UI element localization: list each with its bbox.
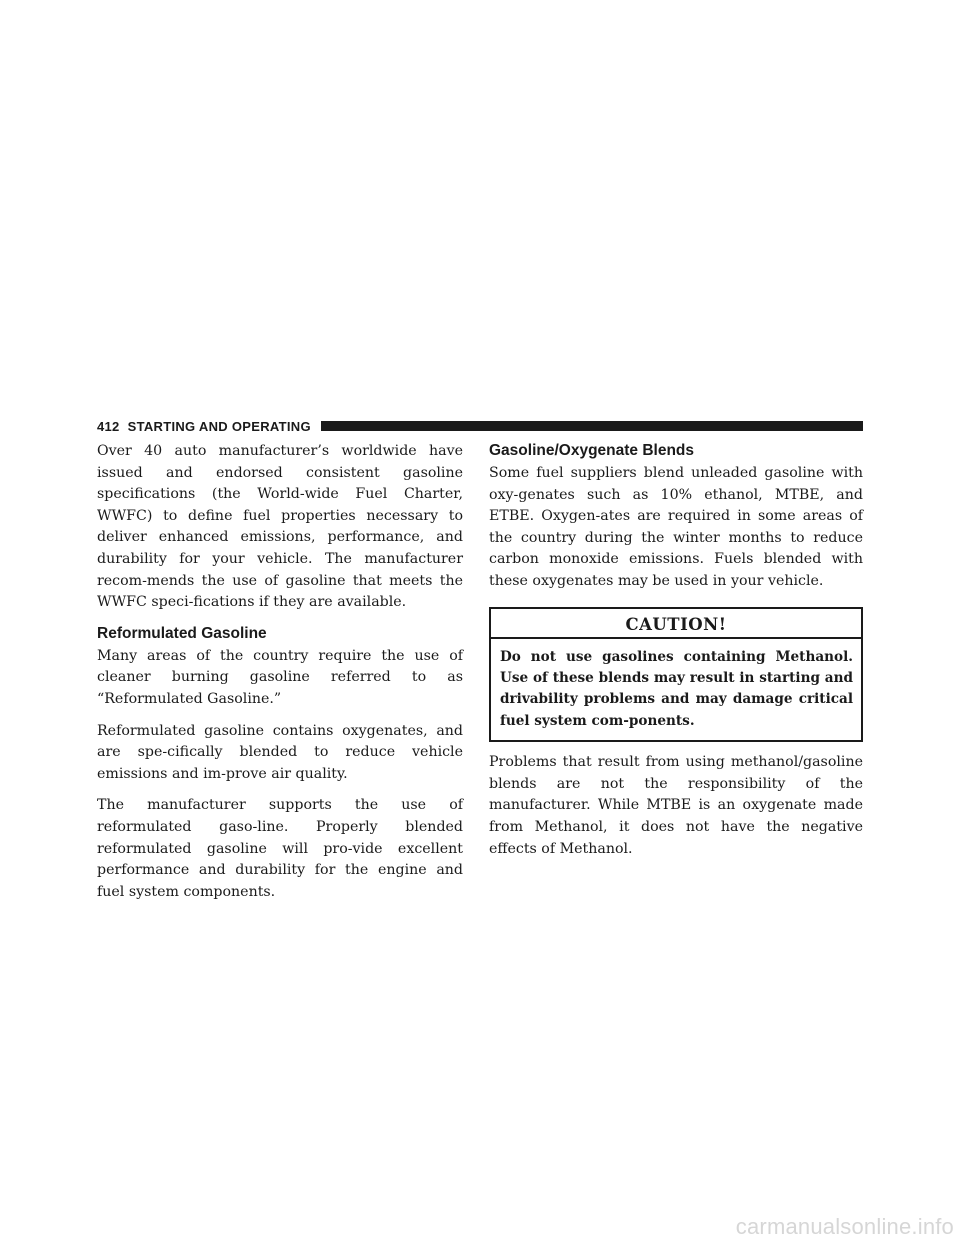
reformulated-paragraph-1: Many areas of the country require the use of cleaner burning gasoline referred to as “Reformulated Gasoline.”	[97, 647, 463, 707]
page-header	[97, 418, 863, 434]
watermark: carmanualsonline.info	[735, 1214, 954, 1239]
header-rule	[321, 421, 863, 431]
reformulated-paragraph-2: Reformulated gasoline contains oxygenates, and are spe-cifically blended to reduce vehicle emissions and im-prove air quality.	[97, 722, 463, 782]
intro-paragraph: Over 40 auto manufacturer’s worldwide have issued and endorsed consistent gasoline specifications (the World-wide Fuel Charter, WWFC) to define fuel properties necessary to deliver enhanced emissions, performance, and durability for your vehicle. The manufacturer recom-mends the use of gasoline that meets the WWFC speci-fications if they are available.	[97, 443, 463, 611]
caution-text: Do not use gasolines containing Methanol. Use of these blends may result in starting and drivability problems and may damage critical fuel system com-ponents.	[500, 648, 853, 729]
left-column	[97, 441, 463, 913]
page-number: 412	[97, 418, 120, 434]
oxygenate-paragraph: Some fuel suppliers blend unleaded gasoline with oxy-genates such as 10% ethanol, MTBE, and ETBE. Oxygen-ates are required in some areas of the country during the winter months to reduce carbon monoxide emissions. Fuels blended with these oxygenates may be used in your vehicle.	[489, 465, 863, 589]
oxygenate-blends-heading: Gasoline/Oxygenate Blends	[489, 442, 695, 459]
right-column	[489, 441, 863, 870]
caution-title: CAUTION!	[491, 609, 861, 639]
methanol-paragraph: Problems that result from using methanol/gasoline blends are not the responsibility of the manufacturer. While MTBE is an oxygenate made from Methanol, it does not have the negative effects of Methanol.	[489, 754, 863, 857]
reformulated-paragraph-3: The manufacturer supports the use of reformulated gaso-line. Properly blended reformulated gasoline will pro-vide excellent performance and durability for the engine and fuel system components.	[97, 797, 463, 900]
reformulated-gasoline-heading: Reformulated Gasoline	[97, 624, 267, 642]
section-title: STARTING AND OPERATING	[127, 418, 311, 434]
caution-box	[489, 607, 863, 743]
